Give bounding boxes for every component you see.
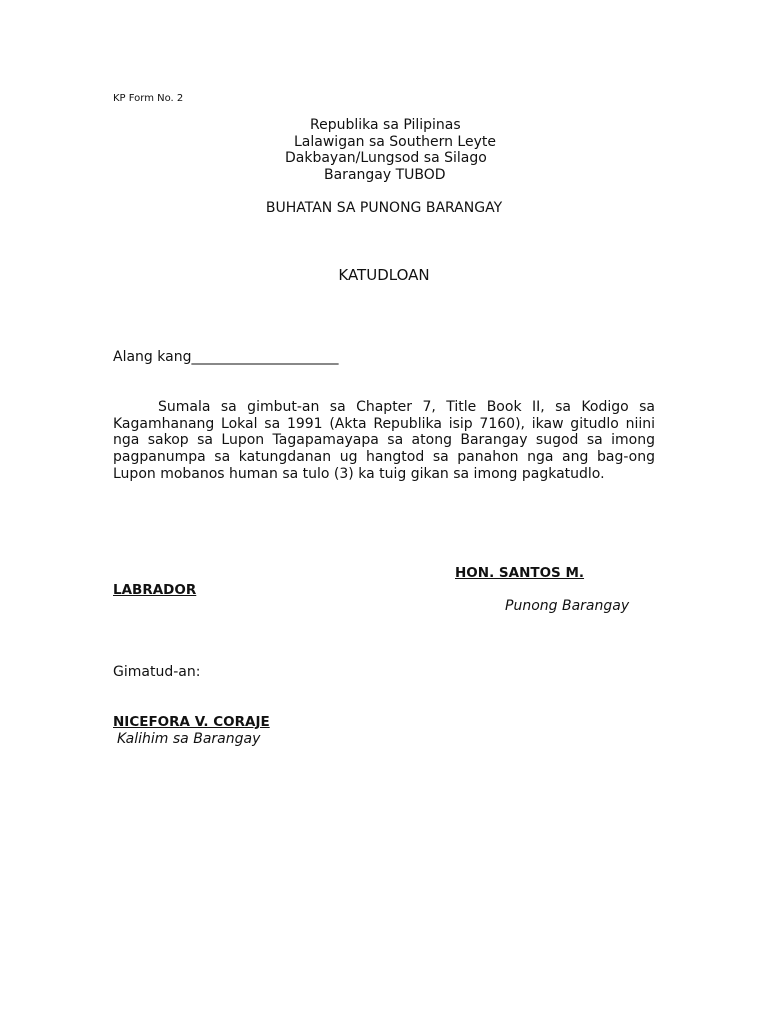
secretary-title: Kalihim sa Barangay <box>117 731 261 747</box>
form-number: KP Form No. 2 <box>113 93 184 104</box>
body-paragraph: Sumala sa gimbut-an sa Chapter 7, Title Book II, sa Kodigo sa Kagamhanang Lokal sa 1991 (Akta Republika isip 7160), ikaw gitudlo niini nga sakop sa Lupon Tagapamayapa sa atong Barangay sugod sa imong pagpanumpa sa katungdanan ug hangtod sa panahon nga ang bag-ong Lupon mobanos human sa tulo (3) ka tuig gikan sa imong pagkatudlo. <box>113 399 655 482</box>
header-province: Lalawigan sa Southern Leyte <box>294 134 496 150</box>
addressee-line: Alang kang_____________________ <box>113 349 339 365</box>
signatory-title: Punong Barangay <box>505 598 630 614</box>
signatory-name-second-line: LABRADOR <box>113 582 197 598</box>
signatory-name-first-line: HON. SANTOS M. <box>455 565 585 581</box>
secretary-name: NICEFORA V. CORAJE <box>113 714 270 730</box>
attestation-label: Gimatud-an: <box>113 664 201 680</box>
document-title: KATUDLOAN <box>338 266 430 284</box>
office-name: BUHATAN SA PUNONG BARANGAY <box>265 200 503 216</box>
header-city: Dakbayan/Lungsod sa Silago <box>285 150 487 166</box>
header-country: Republika sa Pilipinas <box>310 117 461 133</box>
header-barangay: Barangay TUBOD <box>324 167 446 183</box>
